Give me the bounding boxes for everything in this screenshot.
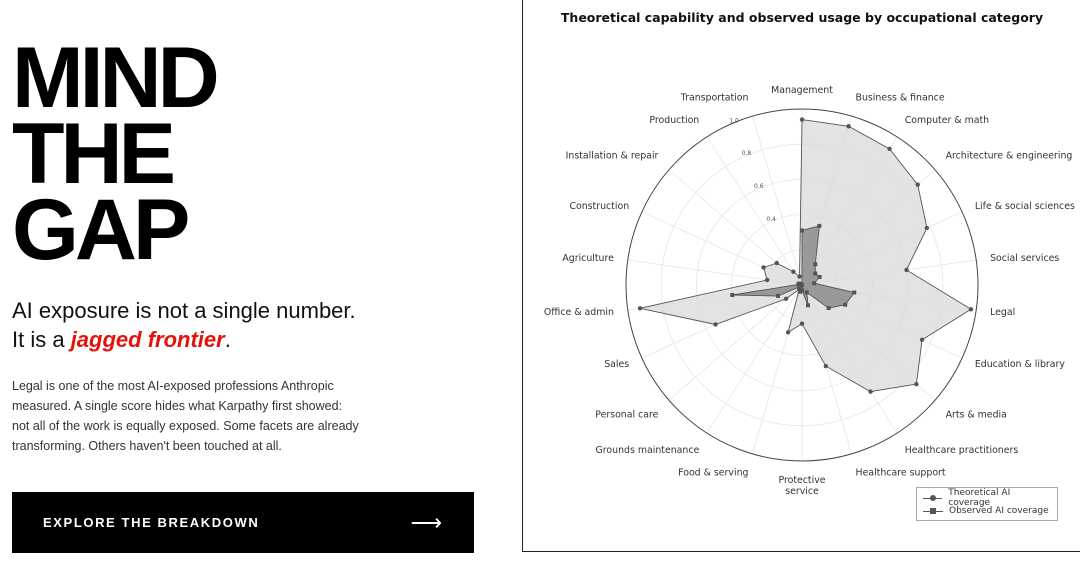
category-label: Sales <box>604 358 630 370</box>
radar-chart <box>523 0 1080 552</box>
theoretical-point <box>920 338 924 342</box>
grid-spoke <box>707 137 802 285</box>
observed-point <box>818 275 822 279</box>
category-label: Food & serving <box>678 467 749 479</box>
category-label: Grounds maintenance <box>595 444 700 456</box>
observed-point <box>827 306 831 310</box>
chart-legend <box>916 487 1058 521</box>
category-label: Social services <box>990 252 1060 264</box>
legend-label-theoretical: Theoretical AI coverage <box>948 487 1011 508</box>
theoretical-point <box>761 265 765 269</box>
theoretical-point <box>786 330 790 334</box>
category-label: Installation & repair <box>565 150 659 162</box>
theoretical-point <box>800 117 804 121</box>
observed-point <box>805 290 809 294</box>
hero-title <box>12 30 216 278</box>
circle-marker-icon <box>923 493 942 503</box>
category-label: Education & library <box>974 358 1065 370</box>
observed-point <box>806 303 810 307</box>
hero-title-line-1: MIND <box>12 30 216 126</box>
chart-title: Theoretical capability and observed usage by occupational category <box>560 10 1044 25</box>
chart-panel <box>522 0 1080 552</box>
theoretical-point <box>784 297 788 301</box>
theoretical-point <box>800 322 804 326</box>
theoretical-point <box>916 183 920 187</box>
category-label: Business & finance <box>855 92 945 104</box>
category-label: Management <box>771 85 833 96</box>
theoretical-point <box>765 278 769 282</box>
category-label: Architecture & engineering <box>945 150 1073 162</box>
observed-point <box>817 224 821 228</box>
radial-tick-label: 0.4 <box>766 216 776 224</box>
theoretical-point <box>797 274 801 278</box>
hero-title-line-3: GAP <box>12 182 187 278</box>
theoretical-point <box>791 269 795 273</box>
category-label: Protective service <box>778 475 826 497</box>
explore-breakdown-button[interactable] <box>12 492 474 553</box>
square-marker-icon <box>923 506 943 516</box>
theoretical-point <box>969 307 973 311</box>
legend-item-observed <box>923 504 1051 517</box>
tagline-emphasis: jagged frontier <box>70 327 225 352</box>
category-label: Arts & media <box>945 409 1007 421</box>
observed-point <box>798 290 802 294</box>
theoretical-point <box>887 147 891 151</box>
observed-point <box>813 271 817 275</box>
observed-point <box>730 293 734 297</box>
category-label: Personal care <box>595 409 659 421</box>
observed-point <box>852 291 856 295</box>
hero-panel <box>0 0 522 565</box>
observed-point <box>800 283 804 287</box>
category-label: Office & admin <box>543 307 614 319</box>
theoretical-point <box>925 226 929 230</box>
tagline-line-2 <box>12 325 356 354</box>
category-label: Computer & math <box>904 115 990 127</box>
observed-point <box>812 281 816 285</box>
theoretical-point <box>638 306 642 310</box>
category-label: Construction <box>569 201 630 213</box>
tagline-line-1: AI exposure is not a single number. <box>12 298 356 323</box>
category-label: Production <box>649 115 700 127</box>
legend-label-observed: Observed AI coverage <box>949 505 1049 516</box>
radial-tick-label: 1.0 <box>729 117 739 125</box>
theoretical-point <box>824 364 828 368</box>
explore-breakdown-label: EXPLORE THE BREAKDOWN <box>43 515 260 530</box>
legend-item-theoretical <box>923 487 1051 508</box>
theoretical-point <box>868 389 872 393</box>
theoretical-point <box>775 261 779 265</box>
theoretical-point <box>914 382 918 386</box>
category-label: Legal <box>990 307 1016 319</box>
category-label: Agriculture <box>562 252 614 264</box>
category-label: Healthcare support <box>855 467 946 479</box>
theoretical-point <box>846 124 850 128</box>
category-label: Life & social sciences <box>974 201 1075 213</box>
hero-title-line-2: THE <box>12 106 172 202</box>
observed-point <box>813 262 817 266</box>
theoretical-point <box>904 268 908 272</box>
observed-point <box>843 303 847 307</box>
category-label: Healthcare practitioners <box>904 444 1019 456</box>
radial-tick-label: 0.8 <box>741 150 752 158</box>
observed-point <box>800 228 804 232</box>
tagline-prefix: It is a <box>12 327 71 352</box>
category-label: Transportation <box>680 92 749 104</box>
tagline <box>12 296 356 354</box>
arrow-right-icon: ⟶ <box>410 509 442 535</box>
observed-point <box>776 294 780 298</box>
tagline-suffix: . <box>224 327 231 352</box>
intro-paragraph: Legal is one of the most AI-exposed professions Anthropic measured. A single score hides what Karpathy first showed: not all of the work is equally exposed. Some facets are already transforming. Others haven't been touched at all. <box>12 379 359 453</box>
radial-tick-label: 0.6 <box>754 183 764 191</box>
theoretical-point <box>713 322 717 326</box>
